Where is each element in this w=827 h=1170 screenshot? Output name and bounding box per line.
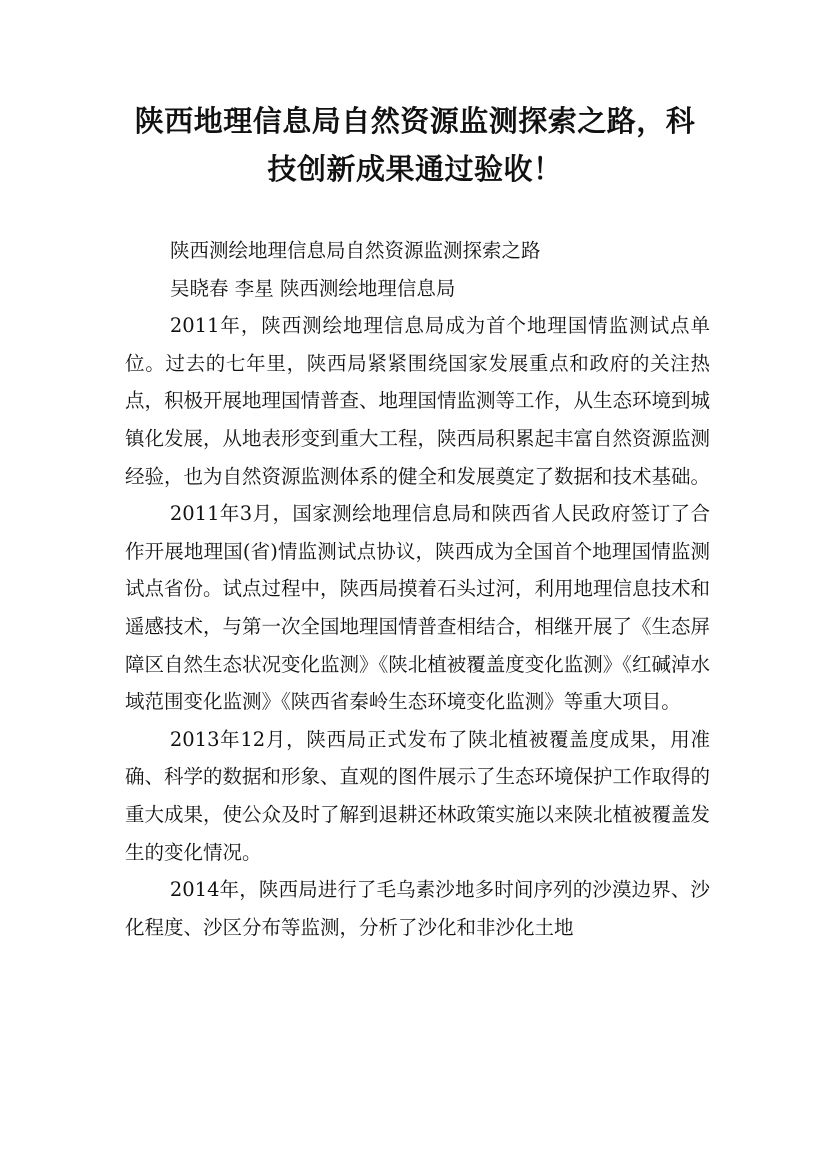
document-title [110, 97, 720, 193]
subtitle: 陕西测绘地理信息局自然资源监测探索之路 [170, 239, 541, 262]
paragraph-1: 2011年，陕西测绘地理信息局成为首个地理国情监测试点单位。过去的七年里，陕西局紧紧围绕国家发展重点和政府的关注热点，积极开展地理国情普查、地理国情监测等工作，从生态环境到城镇化发展，从地表形变到重大工程，陕西局积累起丰富自然资源监测经验，也为自然资源监测体系的健全和发展奠定了数据和技术基础。 [125, 314, 711, 488]
paragraph-4: 2014年，陕西局进行了毛乌素沙地多时间序列的沙漠边界、沙化程度、沙区分布等监测，分析了沙化和非沙化土地 [125, 878, 710, 939]
document-body [125, 232, 710, 946]
title-line-2: 技创新成果通过验收！ [267, 152, 563, 186]
title-line-1: 陕西地理信息局自然资源监测探索之路，科 [134, 104, 696, 138]
paragraph-3: 2013年12月，陕西局正式发布了陕北植被覆盖度成果，用准确、科学的数据和形象、直观的图件展示了生态环境保护工作取得的重大成果，使公众及时了解到退耕还林政策实施以来陕北植被覆盖发生的变化情况。 [125, 727, 711, 864]
byline: 吴晓春 李星 陕西测绘地理信息局 [170, 276, 456, 300]
paragraph-2: 2011年3月，国家测绘地理信息局和陕西省人民政府签订了合作开展地理国(省)情监测试点协议，陕西成为全国首个地理国情监测试点省份。试点过程中，陕西局摸着石头过河，利用地理信息技术和遥感技术，与第一次全国地理国情普查相结合，相继开展了《生态屏障区自然生态状况变化监测》《陕北植被覆盖度变化监测》《红碱淖水域范围变化监测》《陕西省秦岭生态环境变化监测》等重大项目。 [125, 502, 711, 714]
